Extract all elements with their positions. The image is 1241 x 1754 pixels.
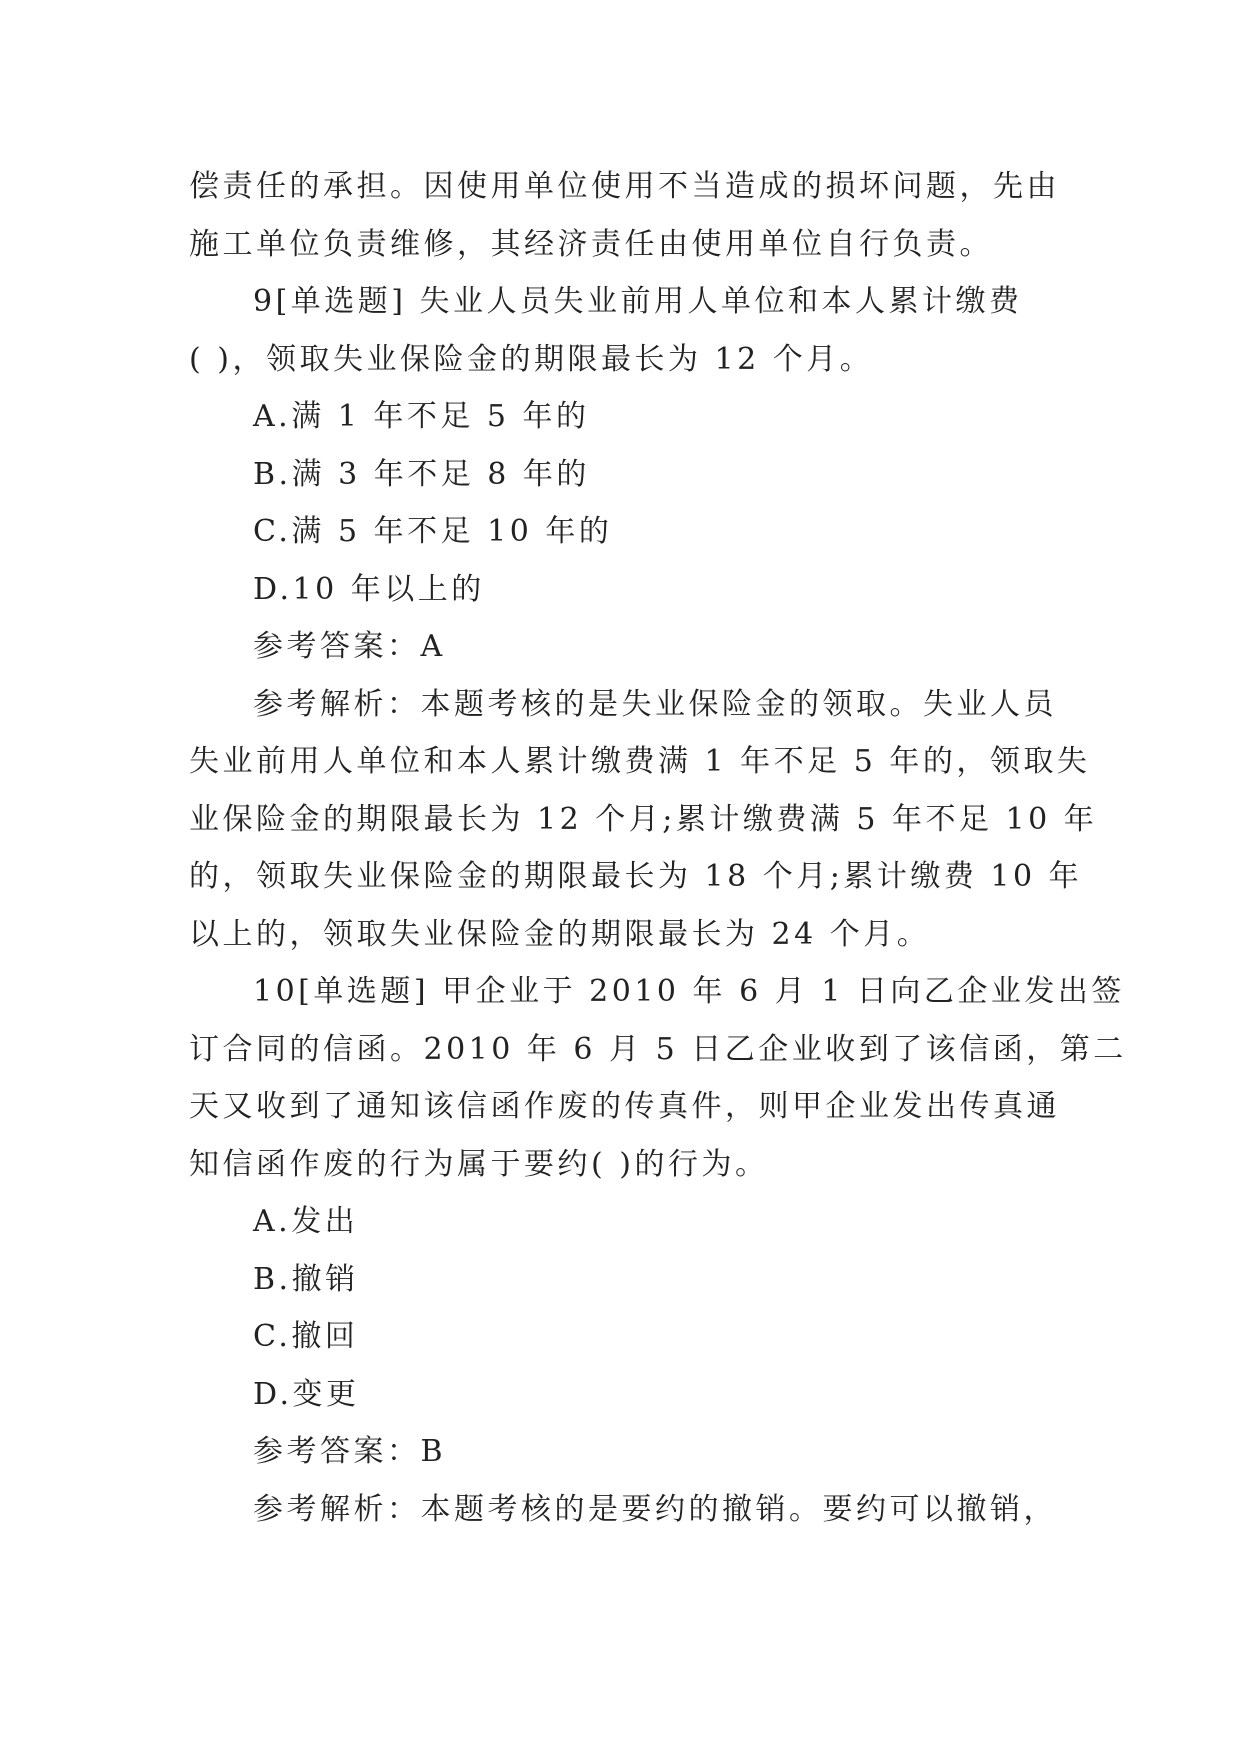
text-line: 天又收到了通知该信函作废的传真件，则甲企业发出传真通 bbox=[189, 1089, 1060, 1124]
text-line: 的，领取失业保险金的期限最长为 18 个月;累计缴费 10 年 bbox=[189, 859, 1083, 894]
text-line: A.发出 bbox=[253, 1204, 359, 1239]
text-line: 9[单选题] 失业人员失业前用人单位和本人累计缴费 bbox=[253, 284, 1023, 319]
text-line: A.满 1 年不足 5 年的 bbox=[253, 399, 590, 434]
text-line: B.满 3 年不足 8 年的 bbox=[253, 456, 590, 492]
text-line: 施工单位负责维修，其经济责任由使用单位自行负责。 bbox=[189, 226, 993, 262]
text-line: D.变更 bbox=[253, 1376, 360, 1412]
text-line: C.撤回 bbox=[253, 1319, 359, 1354]
text-line: 参考答案：B bbox=[253, 1434, 447, 1469]
text-line: 参考解析：本题考核的是要约的撤销。要约可以撤销， bbox=[253, 1491, 1057, 1527]
text-line: 参考答案：A bbox=[253, 629, 446, 664]
text-line: D.10 年以上的 bbox=[253, 571, 485, 607]
text-line: 失业前用人单位和本人累计缴费满 1 年不足 5 年的，领取失 bbox=[189, 744, 1091, 779]
text-line: 订合同的信函。2010 年 6 月 5 日乙企业收到了该信函，第二 bbox=[189, 1031, 1127, 1067]
text-line: C.满 5 年不足 10 年的 bbox=[253, 514, 613, 549]
text-line: 业保险金的期限最长为 12 个月;累计缴费满 5 年不足 10 年 bbox=[189, 801, 1098, 837]
text-line: 参考解析：本题考核的是失业保险金的领取。失业人员 bbox=[253, 686, 1057, 722]
text-line: 以上的，领取失业保险金的期限最长为 24 个月。 bbox=[189, 916, 931, 952]
text-line: 知信函作废的行为属于要约( )的行为。 bbox=[189, 1146, 769, 1182]
text-line: 10[单选题] 甲企业于 2010 年 6 月 1 日向乙企业发出签 bbox=[253, 974, 1125, 1009]
document-body bbox=[189, 158, 1127, 1538]
text-line: B.撤销 bbox=[253, 1261, 359, 1297]
text-line: 偿责任的承担。因使用单位使用不当造成的损坏问题，先由 bbox=[189, 169, 1060, 204]
text-line: ( )，领取失业保险金的期限最长为 12 个月。 bbox=[189, 341, 874, 377]
